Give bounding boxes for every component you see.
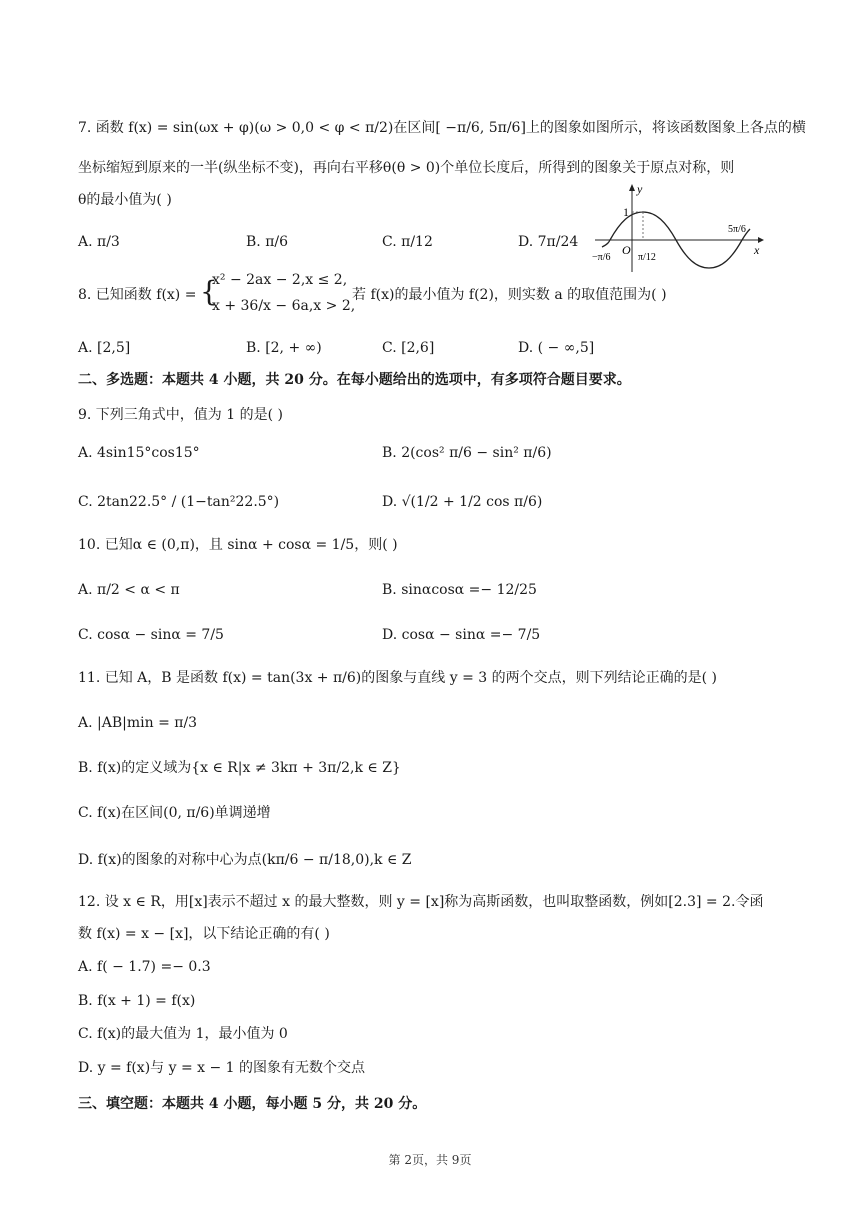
q12-stem-line1: 12. 设 x ∈ R，用[x]表示不超过 x 的最大整数，则 y = [x]称为高斯函数，也叫取整函数，例如[2.3] = 2.令函	[78, 894, 764, 910]
one-label: 1	[623, 205, 629, 219]
q8-case2: x + 36/x − 6a,x > 2,	[212, 298, 356, 314]
q7-option-b: B. π/6	[246, 234, 289, 250]
q9-option-a: A. 4sin15°cos15°	[78, 445, 200, 461]
y-axis-arrow	[629, 184, 635, 191]
q12-option-a: A. f( − 1.7) =− 0.3	[78, 959, 211, 975]
page-footer: 第 2页，共 9页	[388, 1153, 472, 1167]
q9-option-b: B. 2(cos² π/6 − sin² π/6)	[382, 445, 552, 461]
q7-stem-line1: 7. 函数 f(x) = sin(ωx + φ)(ω > 0,0 < φ < π/2)在区间[ −π/6, 5π/6]上的图象如图所示，将该函数图象上各点的横	[78, 120, 806, 136]
origin-label: O	[622, 243, 631, 257]
y-axis-label: y	[637, 182, 643, 196]
section2-heading: 二、多选题：本题共 4 小题，共 20 分。在每小题给出的选项中，有多项符合题目要求。	[78, 372, 631, 388]
q7-option-c: C. π/12	[382, 234, 433, 250]
q8-option-a: A. [2,5]	[78, 340, 131, 356]
q12-option-c: C. f(x)的最大值为 1，最小值为 0	[78, 1026, 288, 1042]
q8-suffix: 若 f(x)的最小值为 f(2)，则实数 a 的取值范围为( )	[352, 287, 667, 303]
q7-sine-graph	[590, 182, 765, 277]
q11-stem: 11. 已知 A，B 是函数 f(x) = tan(3x + π/6)的图象与直线 y = 3 的两个交点，则下列结论正确的是( )	[78, 670, 717, 686]
q7-option-a: A. π/3	[78, 234, 120, 250]
q10-option-a: A. π/2 < α < π	[78, 582, 180, 598]
q9-option-c: C. 2tan22.5° / (1−tan²22.5°)	[78, 494, 280, 510]
q11-option-c: C. f(x)在区间(0, π/6)单调递增	[78, 805, 271, 821]
q11-option-b: B. f(x)的定义域为{x ∈ R|x ≠ 3kπ + 3π/2,k ∈ Z}	[78, 760, 401, 776]
section3-heading: 三、填空题：本题共 4 小题，每小题 5 分，共 20 分。	[78, 1096, 427, 1112]
q11-option-a: A. |AB|min = π/3	[78, 715, 198, 731]
q10-option-c: C. cosα − sinα = 7/5	[78, 627, 224, 643]
q8-option-b: B. [2, + ∞)	[246, 340, 322, 356]
q8-prefix: 8. 已知函数 f(x) =	[78, 287, 197, 303]
q8-case1: x² − 2ax − 2,x ≤ 2,	[212, 272, 348, 288]
q10-option-d: D. cosα − sinα =− 7/5	[382, 627, 541, 643]
q10-stem: 10. 已知α ∈ (0,π)，且 sinα + cosα = 1/5，则( )	[78, 537, 398, 553]
q12-option-d: D. y = f(x)与 y = x − 1 的图象有无数个交点	[78, 1060, 366, 1076]
right-tick-label: 5π/6	[728, 224, 746, 235]
q9-option-d: D. √(1/2 + 1/2 cos π/6)	[382, 494, 543, 510]
mid-tick-label: π/12	[638, 252, 656, 263]
q11-option-d: D. f(x)的图象的对称中心为点(kπ/6 − π/18,0),k ∈ Z	[78, 852, 412, 868]
left-tick-label: −π/6	[592, 252, 611, 263]
q9-stem: 9. 下列三角式中，值为 1 的是( )	[78, 407, 283, 423]
q12-stem-line2: 数 f(x) = x − [x]，以下结论正确的有( )	[78, 926, 330, 942]
q10-option-b: B. sinαcosα =− 12/25	[382, 582, 537, 598]
q7-stem-line3: θ的最小值为( )	[78, 192, 172, 208]
q7-option-d: D. 7π/24	[518, 234, 579, 250]
q7-stem-line2: 坐标缩短到原来的一半(纵坐标不变)，再向右平移θ(θ > 0)个单位长度后，所得到的图象关于原点对称，则	[78, 160, 735, 176]
q8-option-d: D. ( − ∞,5]	[518, 340, 595, 356]
x-axis-label: x	[754, 243, 760, 257]
q12-option-b: B. f(x + 1) = f(x)	[78, 993, 196, 1009]
q8-option-c: C. [2,6]	[382, 340, 435, 356]
q8-brace: {	[200, 275, 218, 308]
